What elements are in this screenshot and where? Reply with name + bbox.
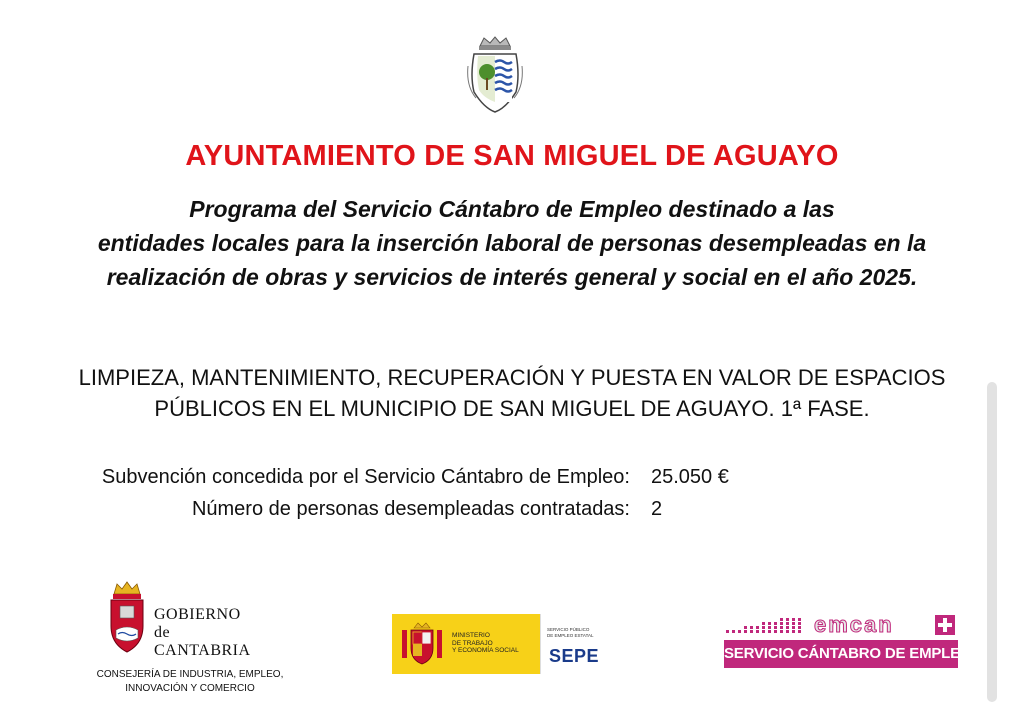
ministerio-line: DE TRABAJO	[452, 639, 493, 647]
sepe-full-name	[547, 627, 594, 638]
grant-amount-label: Subvención concedida por el Servicio Cántabro de Empleo:	[101, 466, 630, 488]
ministerio-panel	[392, 614, 540, 674]
grant-amount-value: 25.050 €	[651, 466, 729, 488]
sepe-panel	[540, 614, 605, 674]
hired-count-value: 2	[651, 498, 663, 520]
emcan-wordmark: emcan	[814, 612, 894, 637]
gobierno-name-line: GOBIERNO	[154, 606, 241, 623]
consejeria-line: CONSEJERÍA DE INDUSTRIA, EMPLEO,	[96, 669, 284, 680]
ministerio-name	[452, 632, 519, 655]
cantabria-coat-of-arms-icon	[108, 580, 146, 658]
gobierno-name-line: CANTABRIA	[154, 642, 251, 659]
program-line: Programa del Servicio Cántabro de Empleo destinado a las	[189, 196, 835, 222]
consejeria-line: INNOVACIÓN Y COMERCIO	[125, 683, 255, 694]
emcan-pixel-pattern-icon	[724, 616, 808, 636]
project-line: PÚBLICOS EN EL MUNICIPIO DE SAN MIGUEL DE AGUAYO. 1ª FASE.	[154, 396, 870, 421]
program-description	[20, 192, 1004, 294]
gobierno-name-line: de	[154, 624, 171, 641]
program-line: realización de obras y servicios de interés general y social en el año 2025.	[106, 264, 918, 290]
gobierno-cantabria-logo	[88, 580, 298, 695]
emcan-logo	[724, 612, 972, 670]
sepe-small-line: SERVICIO PÚBLICO	[547, 627, 590, 632]
hired-count-row	[0, 498, 1024, 528]
page-title: AYUNTAMIENTO DE SAN MIGUEL DE AGUAYO	[185, 140, 839, 172]
grant-amount-row	[0, 466, 1024, 496]
hired-count-label: Número de personas desempleadas contratadas:	[191, 498, 630, 520]
sepe-small-line: DE EMPLEO ESTATAL	[547, 632, 594, 638]
emcan-name-bar: SERVICIO CÁNTABRO DE EMPLEO	[724, 640, 958, 668]
program-line: entidades locales para la inserción laboral de personas desempleadas en la	[97, 230, 927, 256]
sepe-wordmark: SEPE	[549, 646, 600, 666]
project-title	[20, 362, 1004, 424]
plus-square-icon	[934, 614, 956, 636]
spain-coat-of-arms-icon	[400, 622, 444, 666]
ministerio-line: MINISTERIO	[452, 632, 490, 639]
project-line: LIMPIEZA, MANTENIMIENTO, RECUPERACIÓN Y PUESTA EN VALOR DE ESPACIOS	[78, 365, 946, 390]
consejeria-name	[88, 668, 292, 696]
gobierno-name	[154, 606, 251, 660]
ministerio-sepe-logo	[392, 614, 604, 674]
municipal-coat-of-arms-icon	[466, 36, 524, 116]
ministerio-line: Y ECONOMÍA SOCIAL	[452, 647, 519, 654]
vertical-scrollbar[interactable]	[987, 382, 997, 702]
